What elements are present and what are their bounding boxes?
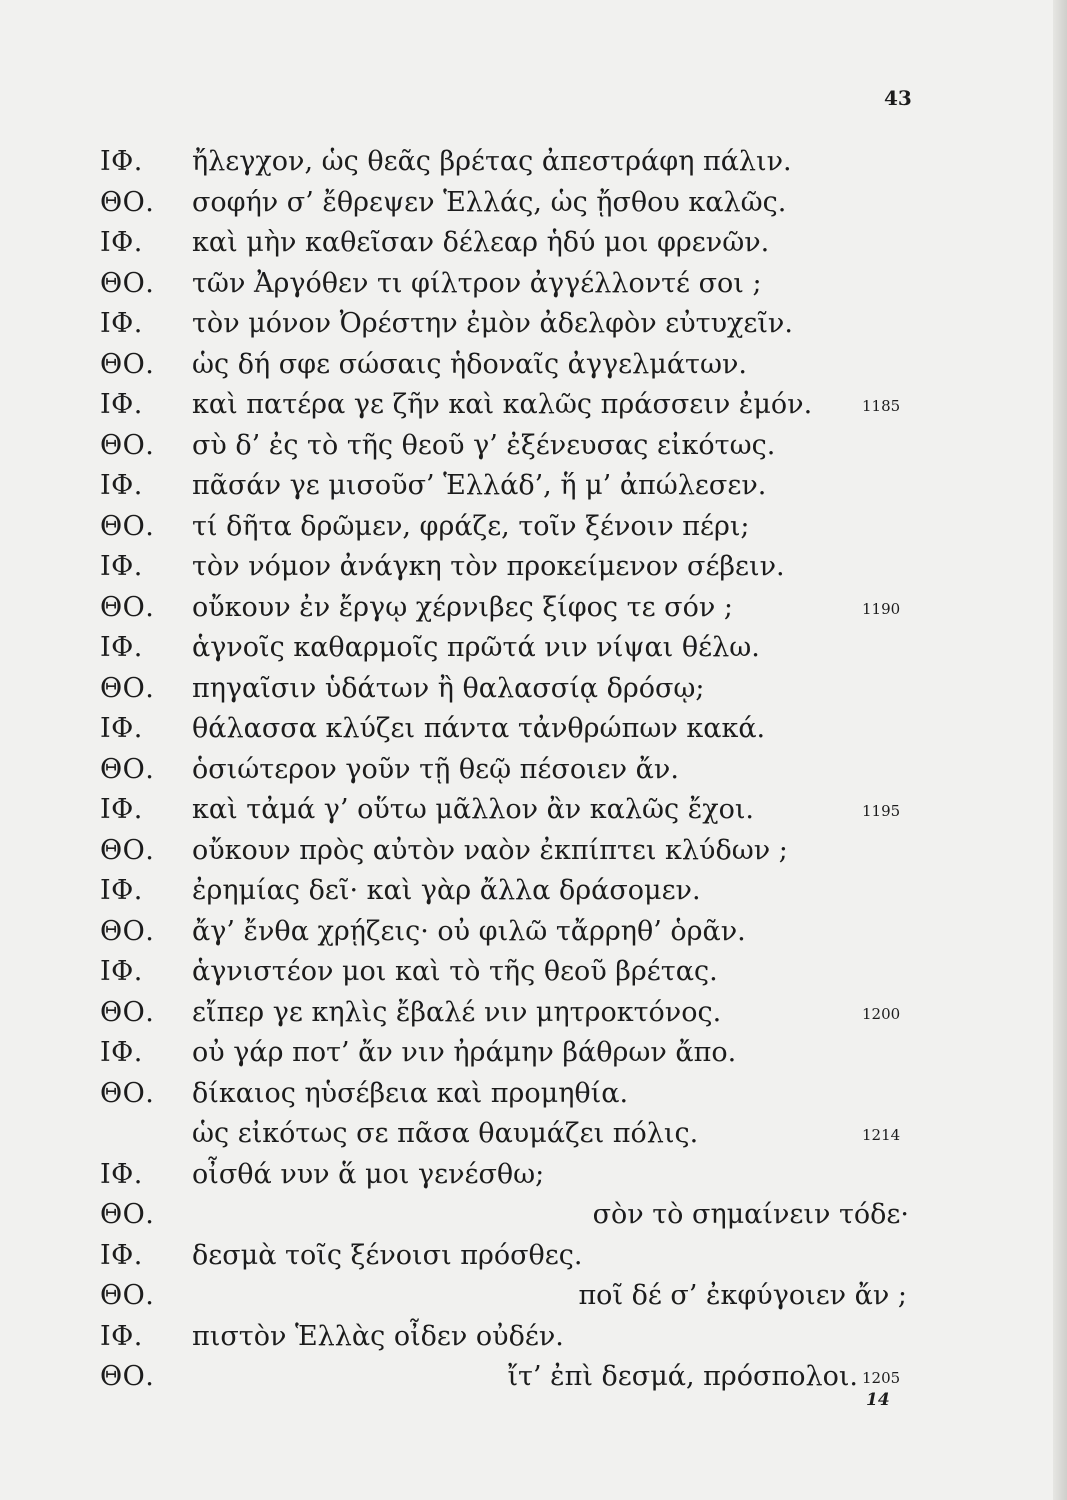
verse-text: οὔκουν πρὸς αὐτὸν ναὸν ἐκπίπτει κλύδων ; xyxy=(192,834,788,866)
verse-text: σὸν τὸ σημαίνειν τόδε· xyxy=(592,1199,909,1230)
speaker-label: ΙΦ. xyxy=(100,794,143,825)
verse-line xyxy=(0,186,1067,227)
verse-text: πιστὸν Ἑλλὰς οἶδεν οὐδέν. xyxy=(192,1320,564,1352)
verse-line xyxy=(0,1077,1067,1118)
speaker-label: ΙΦ. xyxy=(100,1037,143,1068)
verse-text: ἴτ’ ἐπὶ δεσμά, πρόσπολοι. xyxy=(507,1361,858,1392)
page-number: 43 xyxy=(884,86,912,110)
verse-text: τί δῆτα δρῶμεν, φράζε, τοῖν ξένοιν πέρι; xyxy=(192,510,750,542)
verse-line xyxy=(0,793,1067,834)
speaker-label: ΘΟ. xyxy=(100,753,155,785)
verse-text: εἴπερ γε κηλὶς ἔβαλέ νιν μητροκτόνος. xyxy=(192,996,722,1028)
verse-line xyxy=(0,1279,1067,1320)
speaker-label: ΙΦ. xyxy=(100,551,143,582)
line-number: 1214 xyxy=(862,1126,901,1144)
speaker-label: ΘΟ. xyxy=(100,429,155,461)
verse-line xyxy=(0,429,1067,470)
verse-text: πᾶσάν γε μισοῦσ’ Ἑλλάδ’, ἥ μ’ ἀπώλεσεν. xyxy=(192,470,767,501)
speaker-label: ΙΦ. xyxy=(100,956,143,987)
verse-line xyxy=(0,1158,1067,1199)
verse-line xyxy=(0,550,1067,591)
line-number: 1205 xyxy=(862,1369,901,1387)
speaker-label: ΙΦ. xyxy=(100,389,143,420)
verse-line xyxy=(0,1198,1067,1239)
verse-line xyxy=(0,712,1067,753)
verse-text: καὶ τἀμά γ’ οὕτω μᾶλλον ἂν καλῶς ἔχοι. xyxy=(192,794,755,825)
verse-text: ὡς δή σφε σώσαις ἡδοναῖς ἀγγελμάτων. xyxy=(192,348,748,380)
speaker-label: ΘΟ. xyxy=(100,510,155,542)
speaker-label: ΘΟ. xyxy=(100,915,155,947)
speaker-label: ΙΦ. xyxy=(100,632,143,663)
verse-text: ἄγ’ ἔνθα χρῄζεις· οὐ φιλῶ τἄρρηθ’ ὁρᾶν. xyxy=(192,915,746,947)
signature-mark: 14 xyxy=(866,1390,890,1410)
speaker-label: ΘΟ. xyxy=(100,1077,155,1109)
speaker-label: ΙΦ. xyxy=(100,470,143,501)
verse-text: καὶ πατέρα γε ζῆν καὶ καλῶς πράσσειν ἐμόν. xyxy=(192,389,813,420)
verse-text: καὶ μὴν καθεῖσαν δέλεαρ ἡδύ μοι φρενῶν. xyxy=(192,227,770,258)
verse-text: ἐρημίας δεῖ· καὶ γὰρ ἄλλα δράσομεν. xyxy=(192,875,701,906)
speaker-label: ΘΟ. xyxy=(100,186,155,218)
speaker-label: ΘΟ. xyxy=(100,1361,155,1392)
verse-text: σοφήν σ’ ἔθρεψεν Ἑλλάς, ὡς ᾔσθου καλῶς. xyxy=(192,186,787,218)
verse-line xyxy=(0,145,1067,186)
verse-text: ὡς εἰκότως σε πᾶσα θαυμάζει πόλις. xyxy=(192,1118,699,1149)
verse-line xyxy=(0,307,1067,348)
verse-line xyxy=(0,1360,1067,1401)
verse-line xyxy=(0,955,1067,996)
verse-text: οἶσθά νυν ἅ μοι γενέσθω; xyxy=(192,1158,545,1190)
speaker-label: ΘΟ. xyxy=(100,1199,155,1230)
verse-text: ἤλεγχον, ὡς θεᾶς βρέτας ἀπεστράφη πάλιν. xyxy=(192,146,792,177)
verse-text: σὺ δ’ ἐς τὸ τῆς θεοῦ γ’ ἐξένευσας εἰκότως. xyxy=(192,429,776,461)
verse-text: ἁγνοῖς καθαρμοῖς πρῶτά νιν νίψαι θέλω. xyxy=(192,632,760,663)
verse-line xyxy=(0,1036,1067,1077)
verse-text: τῶν Ἀργόθεν τι φίλτρον ἀγγέλλοντέ σοι ; xyxy=(192,267,762,299)
speaker-label: ΘΟ. xyxy=(100,834,155,866)
speaker-label: ΘΟ. xyxy=(100,591,155,623)
line-number: 1190 xyxy=(862,599,901,618)
verse-text: οὔκουν ἐν ἔργῳ χέρνιβες ξίφος τε σόν ; xyxy=(192,591,733,623)
verse-line xyxy=(0,753,1067,794)
line-number: 1185 xyxy=(862,397,901,415)
verse-text: δεσμὰ τοῖς ξένοισι πρόσθες. xyxy=(192,1239,583,1271)
speaker-label: ΘΟ. xyxy=(100,348,155,380)
verse-lines xyxy=(0,145,1067,1401)
verse-line xyxy=(0,996,1067,1037)
speaker-label: ΙΦ. xyxy=(100,1158,143,1190)
speaker-label: ΙΦ. xyxy=(100,146,143,177)
verse-text: ἁγνιστέον μοι καὶ τὸ τῆς θεοῦ βρέτας. xyxy=(192,956,718,987)
speaker-label: ΙΦ. xyxy=(100,1320,143,1352)
verse-line xyxy=(0,1117,1067,1158)
verse-line xyxy=(0,631,1067,672)
speaker-label: ΙΦ. xyxy=(100,308,143,339)
verse-line xyxy=(0,591,1067,632)
verse-line xyxy=(0,834,1067,875)
verse-line xyxy=(0,388,1067,429)
line-number: 1200 xyxy=(862,1004,901,1023)
verse-text: πηγαῖσιν ὑδάτων ἢ θαλασσίᾳ δρόσῳ; xyxy=(192,672,705,704)
verse-line xyxy=(0,915,1067,956)
verse-line xyxy=(0,672,1067,713)
verse-line xyxy=(0,469,1067,510)
speaker-label: ΙΦ. xyxy=(100,713,143,744)
verse-line xyxy=(0,226,1067,267)
verse-text: οὐ γάρ ποτ’ ἄν νιν ἠράμην βάθρων ἄπο. xyxy=(192,1037,737,1068)
verse-text: θάλασσα κλύζει πάντα τἀνθρώπων κακά. xyxy=(192,713,766,744)
verse-line xyxy=(0,1239,1067,1280)
speaker-label: ΘΟ. xyxy=(100,1280,155,1311)
verse-line xyxy=(0,348,1067,389)
verse-text: δίκαιος ηὑσέβεια καὶ προμηθία. xyxy=(192,1077,629,1109)
speaker-label: ΘΟ. xyxy=(100,672,155,704)
speaker-label: ΙΦ. xyxy=(100,875,143,906)
verse-line xyxy=(0,874,1067,915)
speaker-label: ΘΟ. xyxy=(100,996,155,1028)
verse-line xyxy=(0,1320,1067,1361)
verse-text: ὁσιώτερον γοῦν τῇ θεῷ πέσοιεν ἄν. xyxy=(192,753,679,785)
speaker-label: ΙΦ. xyxy=(100,1239,143,1271)
line-number: 1195 xyxy=(862,802,901,820)
verse-text: τὸν μόνον Ὀρέστην ἐμὸν ἀδελφὸν εὐτυχεῖν. xyxy=(192,308,793,339)
verse-line xyxy=(0,267,1067,308)
speaker-label: ΘΟ. xyxy=(100,267,155,299)
verse-text: ποῖ δέ σ’ ἐκφύγοιεν ἄν ; xyxy=(578,1280,907,1311)
speaker-label: ΙΦ. xyxy=(100,227,143,258)
verse-text: τὸν νόμον ἀνάγκη τὸν προκείμενον σέβειν. xyxy=(192,551,785,582)
verse-line xyxy=(0,510,1067,551)
